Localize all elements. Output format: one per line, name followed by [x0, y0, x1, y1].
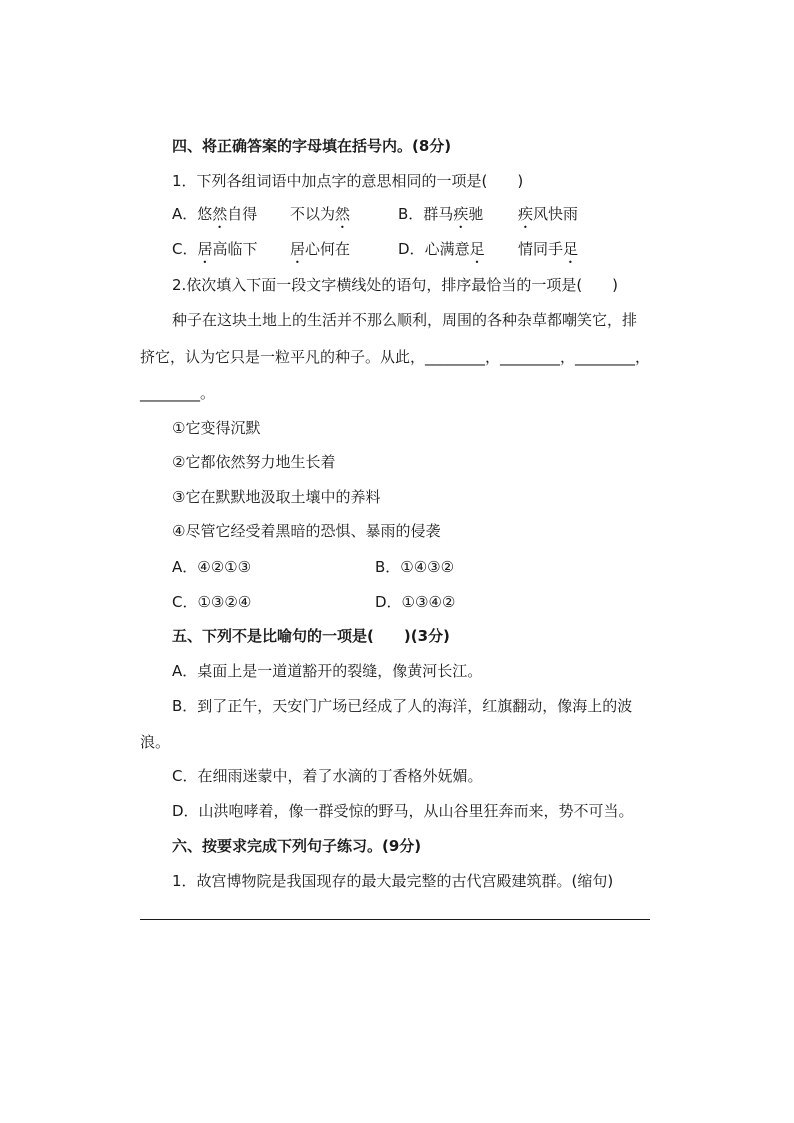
question-2-stem: 2.依次填入下面一段文字横线处的语句，排序最恰当的一项是( ) — [172, 276, 619, 294]
answer-line — [140, 919, 650, 920]
s6-question-1: 1．故宫博物院是我国现存的最大最完整的古代宫殿建筑群。(缩句) — [172, 872, 614, 890]
q2-paragraph-line: 挤它，认为它只是一粒平凡的种子。从此，________，________，________， — [140, 348, 651, 366]
word-text: 风快雨 — [533, 205, 579, 223]
option-label: A． — [172, 205, 198, 223]
dotted-char: 疾 — [518, 205, 534, 223]
dotted-char: 疾 — [453, 205, 469, 223]
word-text: 心何在 — [305, 240, 351, 258]
word-text: 高临下 — [212, 240, 258, 258]
q1-option-a-word2 — [290, 204, 350, 232]
question-1-stem: 1．下列各组词语中加点字的意思相同的一项是( ) — [172, 172, 524, 190]
q1-option-b-word2 — [518, 204, 578, 232]
word-text: 不以为 — [290, 205, 336, 223]
q2-sentence-2: ②它都依然努力地生长着 — [172, 453, 336, 471]
dotted-char: 然 — [212, 205, 228, 223]
q1-option-c — [172, 239, 258, 267]
option-label: D． — [398, 240, 425, 258]
s5-option-b: B．到了正午，天安门广场已经成了人的海洋，红旗翻动，像海上的波 — [172, 697, 633, 715]
q1-option-a — [172, 204, 257, 232]
option-label: C． — [172, 240, 198, 258]
section-5-heading: 五、下列不是比喻句的一项是( )(3分) — [172, 627, 450, 645]
word-text: 悠 — [197, 205, 213, 223]
q1-option-d — [398, 239, 485, 267]
dotted-char: 居 — [290, 240, 306, 258]
dotted-char: 足 — [469, 240, 485, 258]
dotted-char: 居 — [197, 240, 213, 258]
word-text: 驰 — [468, 205, 484, 223]
word-text: 自得 — [227, 205, 258, 223]
dotted-char: 足 — [563, 240, 579, 258]
option-label: B． — [398, 205, 424, 223]
s5-option-b-cont: 浪。 — [140, 733, 171, 751]
q2-option-b: B．①④③② — [375, 558, 455, 576]
s5-option-a: A．桌面上是一道道豁开的裂缝，像黄河长江。 — [172, 662, 483, 680]
q2-option-a: A．④②①③ — [172, 558, 252, 576]
q2-option-c: C．①③②④ — [172, 593, 252, 611]
word-text: 群马 — [423, 205, 454, 223]
q2-option-d: D．①③④② — [375, 593, 456, 611]
q2-sentence-1: ①它变得沉默 — [172, 419, 261, 437]
dotted-char: 然 — [335, 205, 351, 223]
q2-sentence-4: ④尽管它经受着黑暗的恐惧、暴雨的侵袭 — [172, 522, 441, 540]
s5-option-d: D．山洪咆哮着，像一群受惊的野马，从山谷里狂奔而来，势不可当。 — [172, 802, 634, 820]
q1-option-b — [398, 204, 483, 232]
word-text: 情同手 — [518, 240, 564, 258]
s5-option-c: C．在细雨迷蒙中，着了水滴的丁香格外妩媚。 — [172, 767, 483, 785]
section-4-heading: 四、将正确答案的字母填在括号内。(8分) — [172, 137, 452, 155]
q1-option-c-word2 — [290, 239, 350, 267]
section-6-heading: 六、按要求完成下列句子练习。(9分) — [172, 837, 422, 855]
q2-paragraph-line: ________。 — [140, 384, 216, 402]
word-text: 心满意 — [424, 240, 470, 258]
q2-paragraph-line: 种子在这块土地上的生活并不那么顺利，周围的各种杂草都嘲笑它，排 — [172, 311, 638, 329]
q2-sentence-3: ③它在默默地汲取土壤中的养料 — [172, 488, 381, 506]
q1-option-d-word2 — [518, 239, 578, 267]
